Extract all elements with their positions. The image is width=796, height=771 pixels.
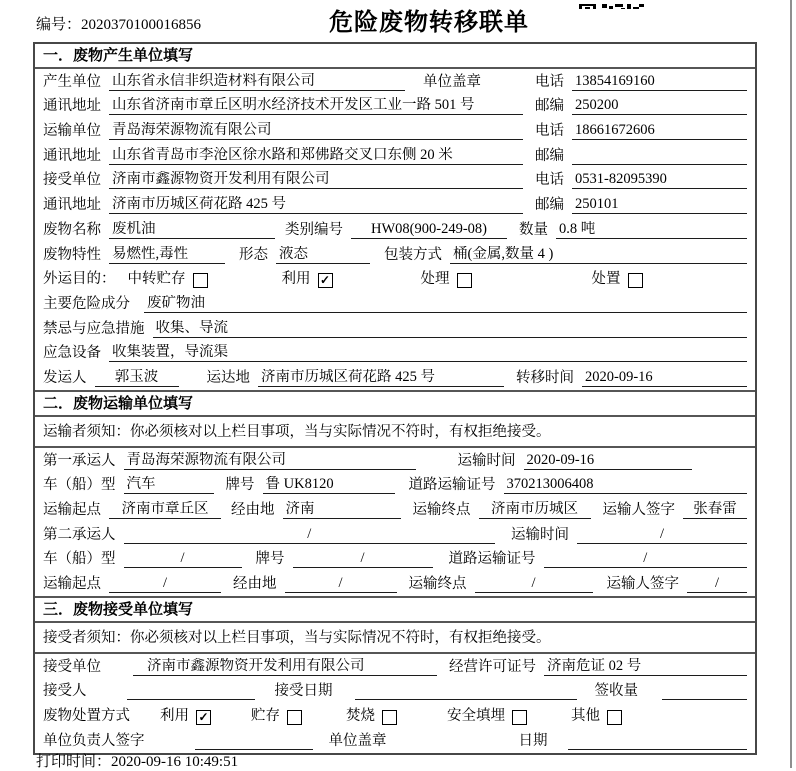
disposal-option-label: 贮存 <box>251 708 280 725</box>
transporter-phone-label: 电话 <box>535 123 564 140</box>
receiver-notice: 接受者须知：你必须核对以上栏目事项，当与实际情况不符时，有权拒绝接受。 <box>35 623 755 654</box>
plate1-label: 牌号 <box>225 477 255 494</box>
signer-value <box>195 733 313 750</box>
plate1-value: 鲁 UK8120 <box>263 476 395 494</box>
accept-unit-row <box>35 654 755 679</box>
received-qty-label: 签收量 <box>594 683 638 700</box>
transfer-time-label: 转移时间 <box>516 369 574 386</box>
checkbox-utilize: ✓ <box>318 273 333 288</box>
form-label: 形态 <box>239 246 268 263</box>
waste-name-row <box>35 217 755 242</box>
quantity-value: 0.8 吨 <box>556 221 747 239</box>
taboo-row <box>35 316 755 341</box>
carrier2-label: 第二承运人 <box>43 526 116 543</box>
origin2-label: 运输起点 <box>43 576 101 593</box>
time1-value: 2020-09-16 <box>524 452 692 470</box>
road-license1-label: 道路运输证号 <box>408 477 496 494</box>
taboo-label: 禁忌与应急措施 <box>43 320 145 337</box>
license-value: 济南危证 02 号 <box>544 658 747 676</box>
category-value: HW08(900-249-08) <box>351 221 507 239</box>
producer-label: 产生单位 <box>43 73 101 90</box>
transporter-phone-value: 18661672606 <box>572 122 747 140</box>
doc-number-value: 2020370100016856 <box>81 17 202 33</box>
print-time-label: 打印时间： <box>36 754 112 770</box>
acceptor-label: 接受人 <box>43 683 87 700</box>
carrier2-value: / <box>124 526 496 544</box>
shipper-row <box>35 365 755 390</box>
producer-value: 山东省永信非织造材料有限公司 <box>109 73 405 91</box>
checkbox-disposal-incinerate <box>382 710 397 725</box>
checkbox-disposal-storage <box>287 710 302 725</box>
carrier1-label: 第一承运人 <box>43 452 116 469</box>
purpose-option-label: 处理 <box>420 271 450 288</box>
disposal-option-label: 安全填埋 <box>447 708 505 725</box>
disposal-option-label: 焚烧 <box>346 708 375 725</box>
producer-phone-value: 13854169160 <box>572 73 747 91</box>
plate2-label: 牌号 <box>255 551 285 568</box>
time2-label: 运输时间 <box>511 526 569 543</box>
origin1-label: 运输起点 <box>43 502 101 518</box>
accept-unit-label: 接受单位 <box>43 658 101 675</box>
receiver-zip-label: 邮编 <box>535 197 564 214</box>
receiver-phone-value: 0531-82095390 <box>572 171 747 189</box>
qr-code-partial-icon <box>578 0 644 9</box>
purpose-option-utilize <box>282 271 333 288</box>
receiver-addr-label: 通讯地址 <box>43 197 101 214</box>
purpose-option-label: 处置 <box>591 271 621 288</box>
producer-zip-value: 250200 <box>572 97 747 115</box>
packing-value: 桶(金属,数量 4 ) <box>450 246 747 264</box>
disposal-option-label: 其他 <box>571 708 600 725</box>
road-license1-value: 370213006408 <box>504 476 748 494</box>
checkbox-disposal-utilize: ✓ <box>196 710 211 725</box>
via2-value: / <box>285 575 397 593</box>
dest1-label: 运输终点 <box>412 502 471 518</box>
manifest-table <box>33 42 757 755</box>
producer-addr-label: 通讯地址 <box>43 98 101 115</box>
shipper-value: 郭玉波 <box>95 369 179 387</box>
props-label: 废物特性 <box>43 246 101 263</box>
producer-phone-label: 电话 <box>535 73 564 90</box>
form-value: 液态 <box>276 246 370 264</box>
receiver-label: 接受单位 <box>43 172 101 189</box>
sign1-label: 运输人签字 <box>602 502 675 518</box>
producer-unit-row <box>35 69 755 94</box>
document-header <box>0 0 796 40</box>
producer-addr-value: 山东省济南市章丘区明水经济技术开发区工业一路 501 号 <box>109 97 523 115</box>
receiver-unit-row <box>35 168 755 193</box>
section1-heading: 一．废物产生单位填写 <box>35 44 755 69</box>
disposal-option-landfill <box>447 708 527 725</box>
destination-label: 运达地 <box>206 369 250 386</box>
vehicle1-label: 车（船）型 <box>43 477 116 494</box>
purpose-label: 外运目的： <box>43 271 116 288</box>
hazard-label: 主要危险成分 <box>43 295 130 312</box>
time2-value: / <box>577 526 747 544</box>
transporter-unit-row <box>35 118 755 143</box>
via1-label: 经由地 <box>231 502 275 518</box>
disposal-row <box>35 703 755 728</box>
props-value: 易燃性,毒性 <box>109 246 225 264</box>
checkbox-disposal-landfill <box>512 710 527 725</box>
equipment-row <box>35 341 755 366</box>
checkbox-treat <box>457 273 472 288</box>
checkbox-disposal-other <box>607 710 622 725</box>
vehicle1-value: 汽车 <box>124 476 214 494</box>
time1-label: 运输时间 <box>457 452 516 469</box>
page-edge-line <box>790 0 792 768</box>
route2-row <box>35 571 755 596</box>
quantity-label: 数量 <box>519 221 548 238</box>
sign-date-label: 日期 <box>518 732 548 749</box>
hazard-value: 废矿物油 <box>144 295 747 313</box>
road-license2-label: 道路运输证号 <box>448 551 536 568</box>
section2-heading: 二．废物运输单位填写 <box>35 390 755 417</box>
dest1-value: 济南市历城区 <box>479 501 591 519</box>
checkbox-dispose <box>628 273 643 288</box>
equipment-value: 收集装置，导流渠 <box>109 344 747 362</box>
transporter-addr-value: 山东省青岛市李沧区徐水路和郑佛路交叉口东侧 20 米 <box>109 147 523 165</box>
transporter-value: 青岛海荣源物流有限公司 <box>109 122 523 140</box>
acceptor-value <box>127 683 255 700</box>
accept-date-label: 接受日期 <box>274 683 333 700</box>
acceptor-row <box>35 679 755 704</box>
vehicle1-row <box>35 473 755 498</box>
section3-heading: 三．废物接受单位填写 <box>35 596 755 623</box>
purpose-option-treat <box>421 271 472 288</box>
sign2-value: / <box>687 575 747 593</box>
transfer-time-value: 2020-09-16 <box>582 369 747 387</box>
carrier2-row <box>35 522 755 547</box>
receiver-phone-label: 电话 <box>535 172 564 189</box>
disposal-option-incinerate <box>346 708 397 725</box>
signer-label: 单位负责人签字 <box>43 732 145 749</box>
origin2-value: / <box>109 575 221 593</box>
disposal-option-utilize <box>160 708 211 725</box>
received-qty-value <box>662 683 747 700</box>
unit-seal-label-2: 单位盖章 <box>328 732 387 749</box>
sign1-value: 张春雷 <box>683 501 747 519</box>
purpose-option-transfer-storage <box>128 271 208 288</box>
producer-address-row <box>35 94 755 119</box>
packing-label: 包装方式 <box>384 246 442 263</box>
taboo-value: 收集、导流 <box>153 320 748 338</box>
license-label: 经营许可证号 <box>449 658 536 675</box>
carrier1-row <box>35 448 755 473</box>
category-label: 类别编号 <box>285 221 343 238</box>
receiver-value: 济南市鑫源物资开发利用有限公司 <box>109 171 523 189</box>
purpose-option-label: 中转贮存 <box>127 271 186 288</box>
vehicle2-row <box>35 547 755 572</box>
disposal-label: 废物处置方式 <box>43 708 130 725</box>
disposal-option-storage <box>251 708 302 725</box>
disposal-option-label: 利用 <box>160 708 189 725</box>
dest2-label: 运输终点 <box>408 576 467 593</box>
transporter-address-row <box>35 143 755 168</box>
purpose-row <box>35 267 755 292</box>
shipper-label: 发运人 <box>43 369 87 386</box>
carrier1-value: 青岛海荣源物流有限公司 <box>124 452 416 470</box>
equipment-label: 应急设备 <box>43 345 101 362</box>
via2-label: 经由地 <box>233 576 277 593</box>
plate2-value: / <box>293 550 433 568</box>
transporter-zip-label: 邮编 <box>535 147 564 164</box>
destination-value: 济南市历城区荷花路 425 号 <box>258 369 504 387</box>
producer-zip-label: 邮编 <box>535 98 564 115</box>
vehicle2-label: 车（船）型 <box>43 551 116 568</box>
origin1-value: 济南市章丘区 <box>109 501 221 519</box>
sign-date-value <box>568 733 748 750</box>
receiver-zip-value: 250101 <box>572 196 747 214</box>
waste-name-label: 废物名称 <box>43 221 101 238</box>
checkbox-transfer-storage <box>193 273 208 288</box>
dest2-value: / <box>475 575 593 593</box>
transporter-zip-value <box>572 148 747 165</box>
transporter-addr-label: 通讯地址 <box>43 147 101 164</box>
road-license2-value: / <box>544 550 748 568</box>
waste-name-value: 废机油 <box>109 221 275 239</box>
hazard-row <box>35 291 755 316</box>
doc-number-label: 编号： <box>36 17 82 33</box>
sign2-label: 运输人签字 <box>606 576 679 593</box>
route1-row <box>35 497 755 522</box>
transporter-notice: 运输者须知：你必须核对以上栏目事项，当与实际情况不符时，有权拒绝接受。 <box>35 417 755 448</box>
transporter-label: 运输单位 <box>43 123 101 140</box>
purpose-option-dispose <box>592 271 643 288</box>
accept-unit-value: 济南市鑫源物资开发利用有限公司 <box>133 658 437 676</box>
waste-props-row <box>35 242 755 267</box>
receiver-address-row <box>35 192 755 217</box>
print-time-value: 2020-09-16 10:49:51 <box>111 754 239 770</box>
disposal-option-other <box>571 708 622 725</box>
accept-date-value <box>355 683 577 700</box>
via1-value: 济南 <box>283 501 401 519</box>
vehicle2-value: / <box>124 550 242 568</box>
unit-seal-label: 单位盖章 <box>423 73 481 90</box>
purpose-option-label: 利用 <box>281 271 311 288</box>
page-title: 危险废物转移联单 <box>329 10 529 36</box>
receiver-addr-value: 济南市历城区荷花路 425 号 <box>109 196 523 214</box>
